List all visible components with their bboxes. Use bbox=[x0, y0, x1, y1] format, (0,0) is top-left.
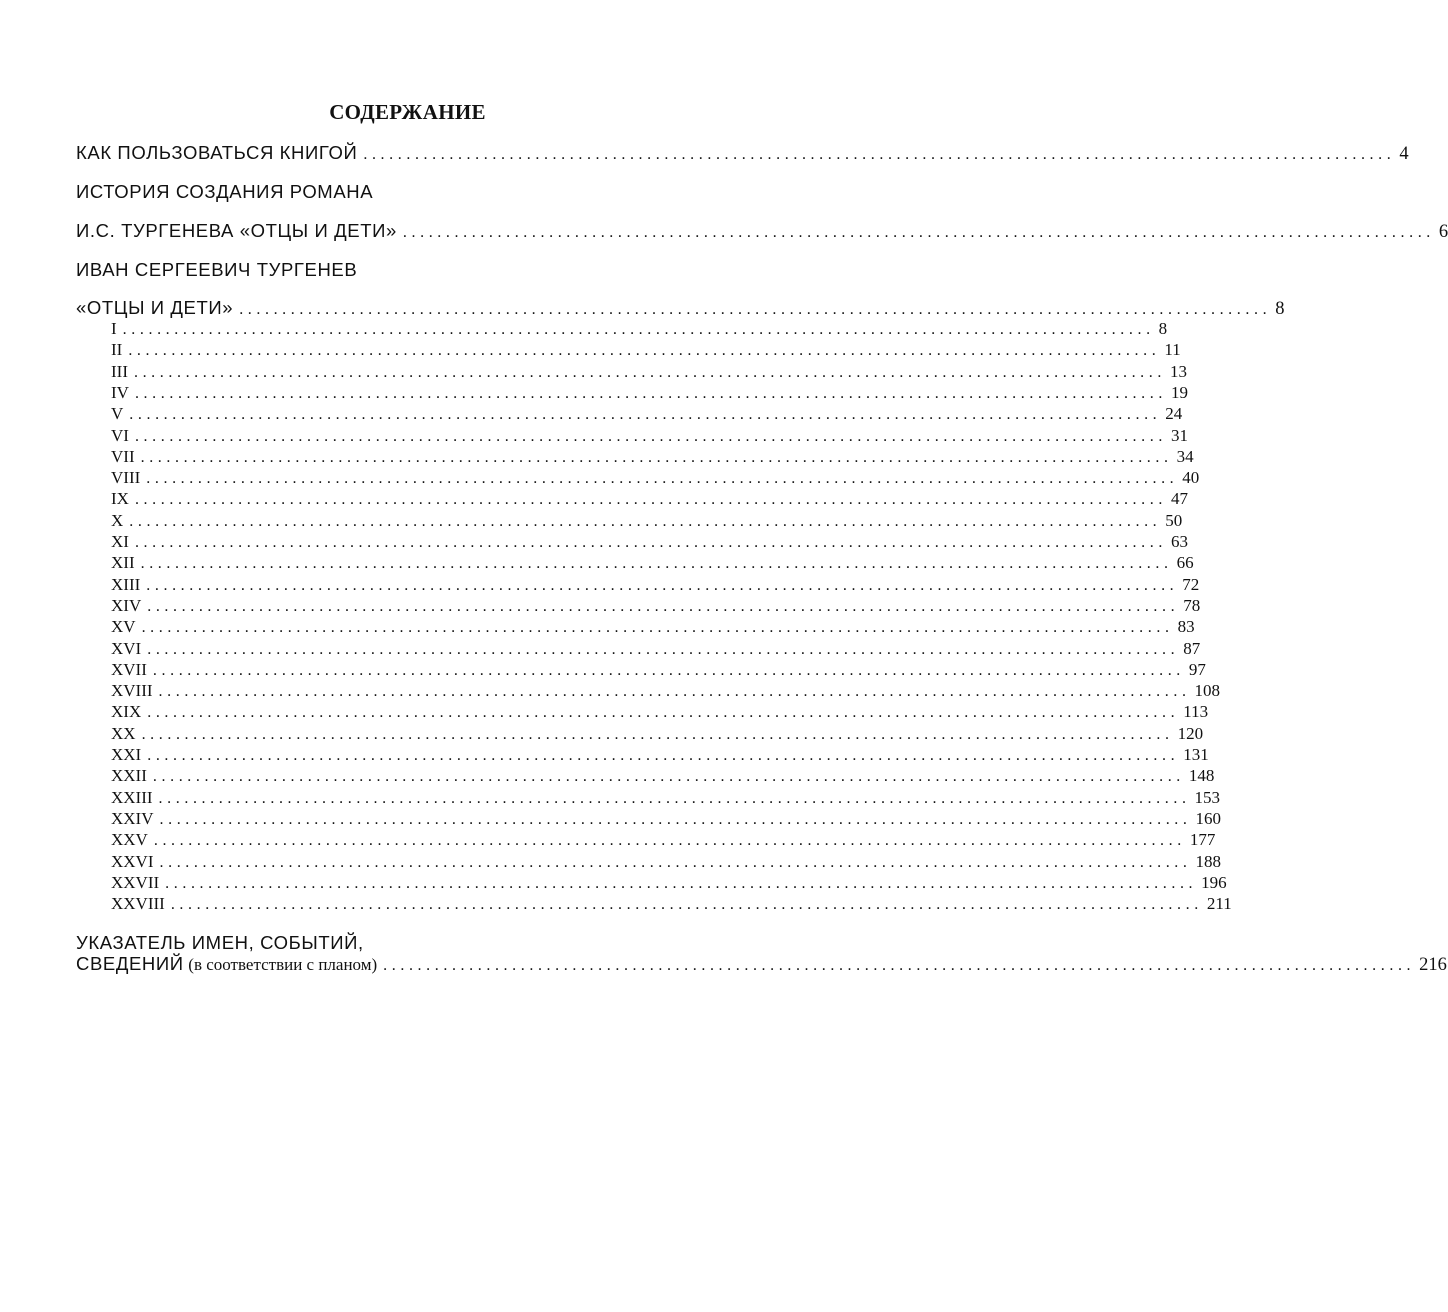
chapter-page-number: 78 bbox=[1183, 595, 1201, 615]
dot-leader: ........................................................................................................................ bbox=[159, 853, 1192, 871]
toc-entry-history[interactable] bbox=[76, 220, 1448, 242]
toc-index-heading: УКАЗАТЕЛЬ ИМЕН, СОБЫТИЙ, bbox=[76, 932, 364, 953]
toc-chapter-row[interactable] bbox=[111, 382, 1188, 403]
dot-leader: ........................................................................................................................ bbox=[383, 957, 1416, 974]
toc-chapter-row[interactable] bbox=[111, 701, 1209, 722]
chapter-label: I bbox=[111, 319, 117, 338]
dot-leader: ........................................................................................................................ bbox=[158, 789, 1191, 807]
chapter-label: XIX bbox=[111, 702, 142, 722]
chapter-page-number: 11 bbox=[1164, 340, 1181, 360]
index-label-caps: СВЕДЕНИЙ bbox=[76, 953, 184, 974]
dot-leader: ........................................................................................................................ bbox=[152, 768, 1185, 786]
toc-chapter-row[interactable] bbox=[111, 403, 1183, 424]
toc-chapter-row[interactable] bbox=[111, 552, 1194, 573]
toc-chapter-row[interactable] bbox=[111, 893, 1232, 914]
dot-leader: ........................................................................................................................ bbox=[134, 534, 1167, 551]
dot-leader: ........................................................................................................................ bbox=[129, 512, 1162, 530]
chapter-label: III bbox=[111, 361, 128, 381]
chapter-page-number: 177 bbox=[1189, 830, 1216, 850]
chapter-page-number: 196 bbox=[1201, 872, 1227, 892]
dot-leader: ........................................................................................................................ bbox=[158, 683, 1191, 701]
toc-chapter-row[interactable] bbox=[111, 574, 1200, 595]
toc-chapter-row[interactable] bbox=[111, 787, 1221, 808]
dot-leader: ........................................................................................................................ bbox=[140, 555, 1173, 573]
toc-entry-label: И.С. ТУРГЕНЕВА «ОТЦЫ И ДЕТИ» bbox=[76, 220, 397, 241]
chapter-label: V bbox=[111, 404, 124, 424]
toc-chapter-row[interactable] bbox=[111, 488, 1188, 509]
chapter-page-number: 13 bbox=[1169, 361, 1187, 381]
toc-heading-author: ИВАН СЕРГЕЕВИЧ ТУРГЕНЕВ bbox=[76, 259, 358, 280]
chapter-label: II bbox=[111, 340, 123, 360]
dot-leader: ........................................................................................................................ bbox=[147, 704, 1180, 722]
toc-chapter-row[interactable] bbox=[111, 808, 1221, 829]
chapter-page-number: 8 bbox=[1158, 319, 1168, 338]
chapter-label: VIII bbox=[111, 468, 141, 488]
toc-chapter-row[interactable] bbox=[111, 531, 1188, 552]
toc-chapter-row[interactable] bbox=[111, 829, 1216, 850]
chapter-page-number: 131 bbox=[1183, 745, 1209, 764]
index-label-note: (в соответствии с планом) bbox=[188, 955, 378, 974]
chapter-label: XVIII bbox=[111, 681, 153, 701]
toc-chapter-row[interactable] bbox=[111, 659, 1206, 680]
dot-leader: ........................................................................................................................ bbox=[133, 363, 1166, 381]
toc-chapter-row[interactable] bbox=[111, 723, 1204, 744]
toc-entry-how-to-use[interactable] bbox=[76, 142, 1409, 164]
dot-leader: ........................................................................................................................ bbox=[239, 301, 1272, 318]
toc-page-number: 4 bbox=[1399, 144, 1409, 164]
toc-chapter-row[interactable] bbox=[111, 446, 1194, 467]
toc-chapter-row[interactable] bbox=[111, 851, 1221, 872]
dot-leader: ........................................................................................................................ bbox=[146, 576, 1179, 594]
dot-leader: ........................................................................................................................ bbox=[159, 810, 1192, 828]
dot-leader: ........................................................................................................................ bbox=[128, 342, 1161, 360]
dot-leader: ........................................................................................................................ bbox=[153, 832, 1186, 850]
dot-leader: ........................................................................................................................ bbox=[141, 725, 1174, 743]
page-title: СОДЕРЖАНИЕ bbox=[329, 100, 486, 124]
chapter-page-number: 63 bbox=[1170, 532, 1188, 551]
dot-leader: ........................................................................................................................ bbox=[402, 224, 1435, 241]
toc-chapter-row[interactable] bbox=[111, 318, 1168, 339]
toc-chapter-row[interactable] bbox=[111, 744, 1209, 765]
chapter-page-number: 31 bbox=[1170, 425, 1188, 445]
toc-heading-history: ИСТОРИЯ СОЗДАНИЯ РОМАНА bbox=[76, 181, 374, 202]
chapter-label: XXVII bbox=[111, 872, 160, 892]
chapter-label: XXIV bbox=[111, 808, 154, 828]
dot-leader: ........................................................................................................................ bbox=[147, 747, 1180, 764]
chapter-label: X bbox=[111, 510, 124, 530]
dot-leader: ........................................................................................................................ bbox=[129, 406, 1162, 424]
chapter-page-number: 120 bbox=[1177, 723, 1204, 743]
toc-page-number: 216 bbox=[1419, 955, 1447, 975]
chapter-label: XXI bbox=[111, 745, 142, 764]
chapter-page-number: 87 bbox=[1183, 638, 1201, 658]
toc-chapter-row[interactable] bbox=[111, 339, 1181, 360]
chapter-label: XXII bbox=[111, 766, 147, 786]
chapter-page-number: 24 bbox=[1165, 404, 1183, 424]
dot-leader: ........................................................................................................................ bbox=[134, 384, 1167, 402]
chapter-label: IV bbox=[111, 382, 129, 402]
dot-leader: ........................................................................................................................ bbox=[152, 661, 1185, 679]
dot-leader: ........................................................................................................................ bbox=[140, 448, 1173, 466]
dot-leader: ........................................................................................................................ bbox=[146, 470, 1179, 488]
dot-leader: ........................................................................................................................ bbox=[170, 896, 1203, 914]
chapter-label: VI bbox=[111, 425, 129, 445]
toc-page-number: 6 bbox=[1438, 222, 1448, 242]
toc-chapter-row[interactable] bbox=[111, 425, 1188, 446]
dot-leader: ........................................................................................................................ bbox=[363, 146, 1396, 163]
dot-leader: ........................................................................................................................ bbox=[147, 597, 1180, 615]
dot-leader: ........................................................................................................................ bbox=[147, 640, 1180, 658]
chapter-label: XXVI bbox=[111, 851, 154, 871]
chapter-label: XVII bbox=[111, 659, 147, 679]
toc-chapter-row[interactable] bbox=[111, 638, 1201, 659]
chapter-page-number: 97 bbox=[1188, 659, 1206, 679]
chapter-page-number: 34 bbox=[1176, 446, 1194, 466]
chapter-page-number: 19 bbox=[1170, 382, 1188, 402]
chapter-label: XV bbox=[111, 617, 136, 637]
toc-chapter-row[interactable] bbox=[111, 361, 1187, 382]
chapter-label: XXVIII bbox=[111, 894, 165, 914]
chapter-page-number: 83 bbox=[1177, 617, 1195, 637]
dot-leader: ........................................................................................................................ bbox=[134, 491, 1167, 509]
chapter-page-number: 47 bbox=[1170, 489, 1188, 509]
dot-leader: ........................................................................................................................ bbox=[141, 619, 1174, 637]
chapter-page-number: 153 bbox=[1194, 787, 1221, 807]
toc-page-number: 8 bbox=[1275, 299, 1285, 319]
chapter-label: XIII bbox=[111, 574, 141, 594]
toc-chapter-row[interactable] bbox=[111, 510, 1183, 531]
toc-entry-label: «ОТЦЫ И ДЕТИ» bbox=[76, 297, 234, 318]
chapter-page-number: 211 bbox=[1206, 894, 1232, 914]
chapter-page-number: 148 bbox=[1188, 766, 1215, 786]
chapter-page-number: 188 bbox=[1195, 851, 1221, 871]
chapter-label: XII bbox=[111, 553, 135, 573]
chapter-label: XXV bbox=[111, 830, 148, 850]
toc-entry-index[interactable] bbox=[76, 953, 1447, 975]
chapter-label: XVI bbox=[111, 638, 142, 658]
chapter-label: VII bbox=[111, 446, 135, 466]
chapter-page-number: 160 bbox=[1195, 808, 1221, 828]
toc-entry-label: КАК ПОЛЬЗОВАТЬСЯ КНИГОЙ bbox=[76, 142, 358, 163]
chapter-page-number: 66 bbox=[1176, 553, 1194, 573]
chapter-page-number: 50 bbox=[1165, 510, 1183, 530]
toc-chapter-row[interactable] bbox=[111, 680, 1221, 701]
chapter-page-number: 40 bbox=[1182, 468, 1200, 488]
dot-leader: ........................................................................................................................ bbox=[134, 427, 1167, 445]
toc-entry-label bbox=[76, 953, 377, 976]
toc-chapter-row[interactable] bbox=[111, 595, 1201, 616]
toc-chapter-row[interactable] bbox=[111, 467, 1200, 488]
chapter-label: XXIII bbox=[111, 787, 153, 807]
chapter-page-number: 113 bbox=[1183, 702, 1209, 722]
chapter-label: IX bbox=[111, 489, 129, 509]
toc-entry-novel[interactable] bbox=[76, 297, 1285, 319]
dot-leader: ........................................................................................................................ bbox=[165, 874, 1198, 892]
dot-leader: ........................................................................................................................ bbox=[122, 321, 1155, 338]
chapter-label: XX bbox=[111, 723, 136, 743]
chapter-label: XI bbox=[111, 532, 129, 551]
chapter-page-number: 108 bbox=[1194, 681, 1221, 701]
toc-chapter-row[interactable] bbox=[111, 765, 1215, 786]
toc-chapter-row[interactable] bbox=[111, 616, 1195, 637]
chapter-label: XIV bbox=[111, 595, 142, 615]
chapter-page-number: 72 bbox=[1182, 574, 1200, 594]
toc-chapter-row[interactable] bbox=[111, 872, 1227, 893]
